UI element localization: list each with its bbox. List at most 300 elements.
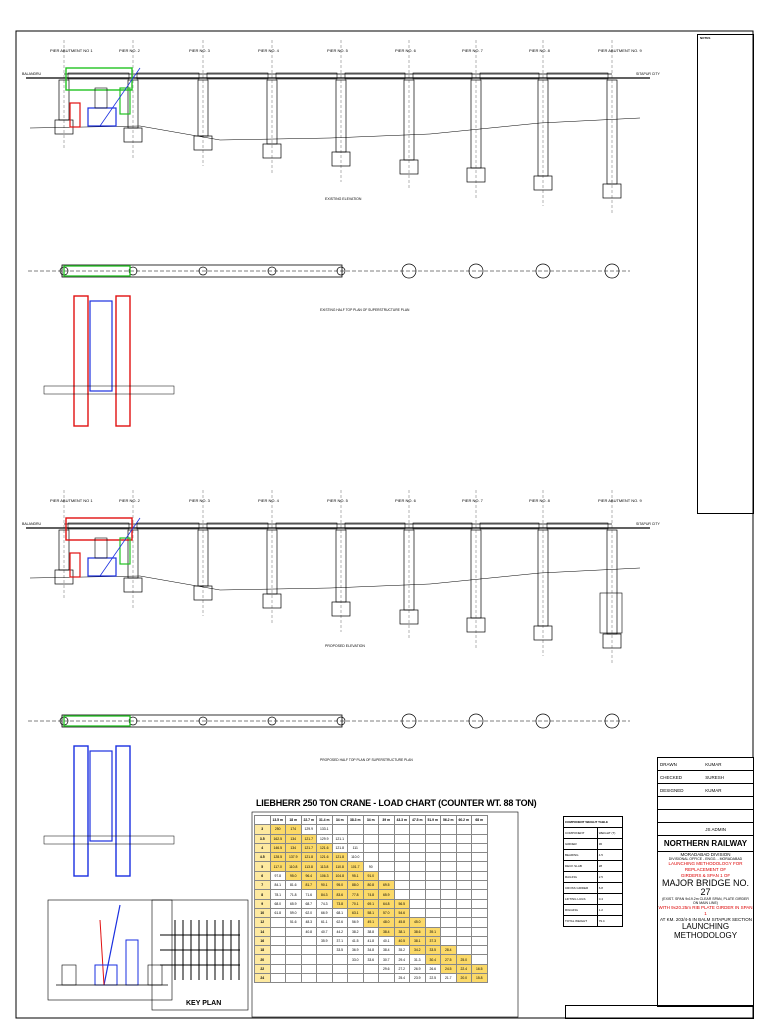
load-chart-cell (394, 862, 410, 871)
load-chart-header: 39 m (379, 816, 395, 825)
load-chart-cell (456, 908, 472, 917)
load-chart-cell (425, 862, 441, 871)
load-chart-cell (456, 825, 472, 834)
load-chart-cell (394, 853, 410, 862)
component-cell: WEIGHT (T) (597, 828, 622, 839)
component-table-title: COMPONENT WEIGHT TABLE (564, 817, 623, 828)
load-chart-cell: 9 (255, 899, 271, 908)
load-chart-header: 13.5 m (270, 816, 286, 825)
load-chart-cell: 35.9 (317, 936, 333, 945)
load-chart-cell: 113.8 (317, 862, 333, 871)
load-chart-cell: 12 (255, 918, 271, 927)
load-chart-cell: 20.0 (456, 974, 472, 983)
load-chart-cell: 24.5 (441, 964, 457, 973)
load-chart-cell: 41.8 (363, 936, 379, 945)
load-chart-cell: 61.1 (317, 918, 333, 927)
load-chart-cell: 84.1 (270, 881, 286, 890)
table-row (255, 834, 488, 843)
load-chart-cell (425, 890, 441, 899)
load-chart-cell (425, 871, 441, 880)
table-row (564, 905, 623, 916)
load-chart-cell (410, 890, 426, 899)
load-chart-cell: 6 (255, 871, 271, 880)
load-chart-cell (441, 881, 457, 890)
load-chart-cell: 37.1 (332, 936, 348, 945)
table-row (255, 918, 488, 927)
table-row (564, 872, 623, 883)
load-chart-header: 38.3 m (348, 816, 364, 825)
load-chart-cell: 33.6 (363, 955, 379, 964)
office-name: DIVISIONAL OFFICE - ENGG. - MORADABAD (668, 857, 743, 861)
load-chart-cell: 20 (255, 955, 271, 964)
load-chart-cell (472, 871, 488, 880)
load-chart-cell (425, 853, 441, 862)
load-chart-cell: 80.8 (363, 881, 379, 890)
load-chart-cell: 73.8 (332, 899, 348, 908)
load-chart-cell: 59.0 (286, 908, 302, 917)
existing-plan (28, 264, 630, 426)
load-chart-cell (286, 927, 302, 936)
load-chart-cell: 81.7 (301, 881, 317, 890)
pier-label: PIER NO. 7 (462, 48, 483, 53)
load-chart-cell: 28.4 (441, 946, 457, 955)
crane-plan-body (90, 751, 112, 841)
load-chart-cell (425, 834, 441, 843)
load-chart-cell (394, 881, 410, 890)
proposed-elevation-caption: PROPOSED ELEVATION (325, 644, 365, 648)
crane-outrigger-right (120, 88, 130, 114)
load-chart-cell: 121.1 (332, 834, 348, 843)
title-block-cell: DESIGNED (660, 787, 684, 793)
load-chart-cell: 74.8 (363, 890, 379, 899)
load-chart-cell (441, 908, 457, 917)
pier-label: PIER NO. 2 (119, 48, 140, 53)
load-chart-cell: 66.9 (317, 908, 333, 917)
crane-side-sketch (48, 900, 172, 1000)
load-chart-cell: 250 (270, 825, 286, 834)
load-chart-cell (410, 853, 426, 862)
load-chart-cell: 133.1 (317, 825, 333, 834)
load-chart-cell: 49.1 (363, 918, 379, 927)
load-chart-cell (379, 825, 395, 834)
load-chart-cell: 121.7 (301, 834, 317, 843)
pier-label: PIER NO. 4 (258, 48, 279, 53)
proposed-elevation (26, 490, 650, 664)
load-chart-cell: 34.2 (410, 946, 426, 955)
load-chart-cell: 26.9 (410, 964, 426, 973)
notes-title: NOTES (700, 36, 711, 40)
load-chart-cell: 134 (286, 834, 302, 843)
load-chart-cell: 38.4 (379, 946, 395, 955)
load-chart-cell: 23.9 (410, 974, 426, 983)
sleeper-line (44, 836, 174, 844)
load-chart-cell: 29.4 (394, 955, 410, 964)
load-chart-cell (472, 936, 488, 945)
load-chart-cell: 40.5 (394, 936, 410, 945)
load-chart-cell (410, 908, 426, 917)
table-row (255, 908, 488, 917)
pier-label: PIER NO. 2 (119, 498, 140, 503)
load-chart-cell: 61.8 (270, 908, 286, 917)
table-row (255, 862, 488, 871)
load-chart-cell: 146.5 (270, 843, 286, 852)
existing-elevation (26, 40, 650, 214)
load-chart-header: 68 m (472, 816, 488, 825)
component-cell: 4.5 (597, 850, 622, 861)
load-chart-cell: 33.0 (348, 955, 364, 964)
component-cell: 28 (597, 861, 622, 872)
pier-label: PIER ABUTMENT NO 1 (50, 48, 93, 53)
load-chart-cell: 48.3 (301, 918, 317, 927)
load-chart-cell (456, 890, 472, 899)
load-chart-cell (286, 955, 302, 964)
red-line-3: WITH 9x20.25m RIB PLATE GIRDER IN SPAN 1 (658, 905, 753, 916)
table-row (255, 843, 488, 852)
load-chart-cell (410, 825, 426, 834)
title-block-row (658, 797, 753, 810)
load-chart-cell: 117.0 (270, 862, 286, 871)
table-row (255, 890, 488, 899)
load-chart-cell: 70.1 (348, 899, 364, 908)
load-chart-cell (286, 936, 302, 945)
load-chart-cell: 8 (255, 890, 271, 899)
load-chart-cell: 71.8 (286, 890, 302, 899)
load-chart-cell: 38.6 (410, 927, 426, 936)
load-chart-cell: 110.8 (332, 862, 348, 871)
load-chart-cell (301, 964, 317, 973)
load-chart-cell: 128.5 (270, 853, 286, 862)
load-chart-cell (441, 834, 457, 843)
load-chart-cell: 162.5 (270, 834, 286, 843)
pier-label: PIER NO. 5 (327, 498, 348, 503)
table-row (255, 881, 488, 890)
load-chart-cell: 95.0 (286, 871, 302, 880)
load-chart-cell (425, 825, 441, 834)
pier-label: PIER NO. 6 (395, 48, 416, 53)
drawing-subject: LAUNCHING METHODOLOGY (673, 922, 738, 940)
load-chart-cell (317, 946, 333, 955)
load-chart-cell (270, 955, 286, 964)
load-chart-cell: 38.8 (363, 927, 379, 936)
pier-label: PIER NO. 7 (462, 498, 483, 503)
load-chart-cell: 65.9 (379, 890, 395, 899)
load-chart-cell: 121.6 (317, 853, 333, 862)
load-chart-cell (472, 927, 488, 936)
load-chart-cell: 22.5 (425, 974, 441, 983)
load-chart-cell: 26.6 (425, 964, 441, 973)
load-chart-cell: 134 (286, 843, 302, 852)
component-cell: RAILING (564, 872, 598, 883)
load-chart-cell: 62.0 (301, 908, 317, 917)
load-chart-cell (270, 974, 286, 983)
ground-line (30, 118, 640, 140)
load-chart-cell: 91.0 (363, 871, 379, 880)
load-chart-cell: 29.6 (379, 964, 395, 973)
load-chart-cell: 33.5 (332, 946, 348, 955)
load-chart-cell (394, 890, 410, 899)
load-chart-cell (410, 881, 426, 890)
load-chart-cell: 129.9 (301, 825, 317, 834)
title-block-cell: DRAWN (660, 761, 677, 767)
red-line-1: LAUNCHING METHODOLOGY FOR REPLACEMENT OF (668, 861, 743, 872)
component-cell: TOTAL WEIGHT (564, 916, 598, 927)
pier-label: PIER NO. 6 (395, 498, 416, 503)
load-chart-cell: 10 (255, 908, 271, 917)
load-chart-cell: 106.3 (317, 871, 333, 880)
load-chart-cell (363, 964, 379, 973)
load-chart-cell (410, 871, 426, 880)
load-chart-cell: 111 (348, 843, 364, 852)
load-chart-cell: 38.4 (379, 927, 395, 936)
load-chart-cell (472, 946, 488, 955)
load-chart-cell (441, 927, 457, 936)
load-chart-cell: 40.7 (317, 927, 333, 936)
component-weight-table (563, 816, 623, 927)
pier-label: PIER ABUTMENT NO 1 (50, 498, 93, 503)
bridge-description: (EXIST. SPAN 9x19.2m CLEAR SPAN, PLATE GIRDER ON MAIN LINE) (662, 897, 749, 905)
table-row (255, 955, 488, 964)
load-chart-cell (363, 834, 379, 843)
right-end-label: SITAPUR CITY (636, 522, 660, 526)
load-chart-cell: 113.8 (301, 862, 317, 871)
table-row (255, 964, 488, 973)
crane-boom (100, 68, 140, 126)
load-chart-cell: 110.0 (348, 853, 364, 862)
component-cell: BEARING (564, 850, 598, 861)
right-end-label: SITAPUR CITY (636, 72, 660, 76)
load-chart-cell (348, 834, 364, 843)
crane-track-right (116, 746, 130, 876)
load-chart-cell (394, 843, 410, 852)
organisation-name: NORTHERN RAILWAY (658, 836, 753, 852)
load-chart-cell: 25.0 (456, 955, 472, 964)
load-chart-cell (286, 946, 302, 955)
table-row (255, 853, 488, 862)
table-row (255, 946, 488, 955)
pier-label: PIER NO. 8 (529, 498, 550, 503)
load-chart-cell (441, 843, 457, 852)
load-chart-header: 34 m (332, 816, 348, 825)
load-chart-cell (441, 899, 457, 908)
load-chart-cell (472, 899, 488, 908)
load-chart-cell: 58.1 (363, 908, 379, 917)
load-chart-cell: 21.7 (441, 974, 457, 983)
load-chart-cell (456, 862, 472, 871)
pier-footing (332, 152, 350, 166)
load-chart-cell (425, 918, 441, 927)
left-end-label: BALANDRU (22, 72, 42, 76)
load-chart-header: 18 m (286, 816, 302, 825)
load-chart-cell (410, 843, 426, 852)
load-chart-cell: 37.3 (425, 936, 441, 945)
title-block-cell: KUMAR (705, 761, 722, 767)
load-chart-header: 22.7 m (301, 816, 317, 825)
load-chart-cell (472, 881, 488, 890)
crane-boom (100, 518, 140, 576)
load-chart-cell (379, 834, 395, 843)
load-chart-cell (301, 955, 317, 964)
load-chart-cell: 90 (363, 862, 379, 871)
existing-elevation-caption: EXISTING ELEVATION (325, 197, 362, 201)
load-chart-cell (379, 853, 395, 862)
load-chart-cell: 56.9 (348, 918, 364, 927)
load-chart-cell (441, 853, 457, 862)
load-chart-cell (270, 946, 286, 955)
load-chart-table (254, 815, 488, 983)
bridge-number: MAJOR BRIDGE NO. 27 (661, 878, 749, 897)
load-chart-cell (472, 825, 488, 834)
load-chart-cell: 36.9 (348, 946, 364, 955)
load-chart-header: 51.9 m (425, 816, 441, 825)
load-chart-cell: 77.8 (348, 890, 364, 899)
load-chart-cell: 40.8 (301, 927, 317, 936)
pier-shaft (471, 80, 481, 168)
load-chart-cell (301, 974, 317, 983)
pier-label: PIER NO. 3 (189, 498, 210, 503)
load-chart-cell (425, 843, 441, 852)
pier-label: PIER NO. 4 (258, 498, 279, 503)
load-chart-cell: 35.2 (394, 946, 410, 955)
load-chart-cell: 104.8 (332, 871, 348, 880)
load-chart-cell (456, 834, 472, 843)
load-chart-cell: 69.5 (379, 881, 395, 890)
load-chart-cell: 121.8 (332, 843, 348, 852)
component-cell: CROSS GIRDER (564, 883, 598, 894)
load-chart-cell: 62.6 (332, 918, 348, 927)
pier-shaft (471, 530, 481, 618)
load-chart-cell: 57.0 (379, 908, 395, 917)
red-line-2: GIRDERS & SPAN 1 OF (680, 873, 731, 878)
load-chart-cell (441, 890, 457, 899)
pier-footing (332, 602, 350, 616)
table-row (255, 899, 488, 908)
load-chart-cell (270, 936, 286, 945)
load-chart-cell: 33.5 (425, 946, 441, 955)
general-notes-panel (697, 34, 754, 514)
ground-line (30, 568, 640, 590)
load-chart-cell (456, 871, 472, 880)
crane-outrigger-left (70, 553, 80, 577)
load-chart-cell: 22.4 (456, 964, 472, 973)
load-chart-cell (472, 862, 488, 871)
load-chart-cell (348, 974, 364, 983)
load-chart-cell (441, 918, 457, 927)
load-chart-cell: 39.1 (425, 927, 441, 936)
load-chart-cell: 95.0 (332, 881, 348, 890)
load-chart-cell: 40.1 (379, 936, 395, 945)
load-chart-cell: 38.1 (394, 927, 410, 936)
load-chart-cell: 64.8 (379, 899, 395, 908)
load-chart-cell (379, 843, 395, 852)
title-block-row (658, 771, 753, 784)
pier-label: PIER ABUTMENT NO. 9 (598, 498, 642, 503)
load-chart-header: 34 m (363, 816, 379, 825)
pier-label: PIER NO. 5 (327, 48, 348, 53)
load-chart-cell: 16 (255, 936, 271, 945)
load-chart-title: LIEBHERR 250 TON CRANE - LOAD CHART (COUNTER WT. 88 TON) (256, 798, 537, 808)
title-block-cell: SURESH (705, 774, 724, 780)
crane-track-left (74, 746, 88, 876)
load-chart-cell: 137.9 (286, 853, 302, 862)
load-chart-cell (456, 853, 472, 862)
load-chart-cell (317, 964, 333, 973)
title-block (657, 757, 754, 1007)
load-chart-cell: 24 (255, 974, 271, 983)
pier-label: PIER NO. 8 (529, 48, 550, 53)
load-chart-cell (363, 825, 379, 834)
load-chart-cell: 14 (255, 927, 271, 936)
load-chart-cell (472, 908, 488, 917)
load-chart-cell (410, 862, 426, 871)
load-chart-cell (456, 936, 472, 945)
title-block-cell: KUMAR (705, 787, 722, 793)
component-cell: GIRDER (564, 839, 598, 850)
table-row (564, 839, 623, 850)
load-chart-cell (425, 899, 441, 908)
component-cell: 2.5 (597, 872, 622, 883)
division-name: MORADABAD DIVISION (680, 852, 731, 857)
load-chart-cell: 101.7 (348, 862, 364, 871)
load-chart-cell (301, 936, 317, 945)
load-chart-cell: 97.8 (270, 871, 286, 880)
existing-plan-caption: EXISTING HALF TOP PLAN OF SUPERSTRUCTURE PLAN (320, 308, 410, 312)
key-plan-sketch (152, 900, 248, 1010)
load-chart-cell: 68.7 (301, 899, 317, 908)
title-block-row (658, 784, 753, 797)
load-chart-cell: 16.5 (472, 964, 488, 973)
crane-plan-body (90, 301, 112, 391)
load-chart-cell (332, 964, 348, 973)
load-chart-cell (441, 825, 457, 834)
load-chart-cell: 110.8 (286, 862, 302, 871)
load-chart-cell (286, 964, 302, 973)
load-chart-cell: 78.1 (270, 890, 286, 899)
load-chart-cell: 90.1 (317, 881, 333, 890)
new-pier-well (600, 593, 622, 633)
load-chart-cell (363, 974, 379, 983)
load-chart-cell: 81.6 (286, 881, 302, 890)
revision-strip (565, 1005, 754, 1019)
load-chart-cell (456, 899, 472, 908)
load-chart-cell (394, 834, 410, 843)
load-chart-cell (394, 825, 410, 834)
load-chart-cell: 30.4 (425, 955, 441, 964)
load-chart-cell (332, 825, 348, 834)
load-chart-cell: 69.1 (363, 899, 379, 908)
table-row (255, 871, 488, 880)
load-chart-cell: 71.6 (301, 890, 317, 899)
crane-outrigger-right (120, 538, 130, 564)
load-chart-cell (270, 918, 286, 927)
load-chart-header: 60.2 m (456, 816, 472, 825)
load-chart-cell: 129.9 (317, 834, 333, 843)
load-chart-cell: 3.5 (255, 834, 271, 843)
load-chart-cell: 45.8 (394, 918, 410, 927)
key-plan-label: KEY PLAN (186, 1000, 222, 1007)
load-chart-cell (379, 974, 395, 983)
left-end-label: BALANDRU (22, 522, 42, 526)
load-chart-cell: 54.6 (394, 908, 410, 917)
load-chart-cell: 68.1 (332, 908, 348, 917)
proposed-plan-caption: PROPOSED HALF TOP PLAN OF SUPERSTRUCTURE PLAN (320, 758, 413, 762)
component-cell: 1.2 (597, 905, 622, 916)
load-chart-cell (332, 955, 348, 964)
title-block-cell: JS ADMIN (705, 826, 726, 832)
load-chart-cell: 25.4 (394, 974, 410, 983)
table-row (564, 828, 623, 839)
crane-cab (95, 88, 107, 108)
load-chart-cell: 121.8 (332, 853, 348, 862)
